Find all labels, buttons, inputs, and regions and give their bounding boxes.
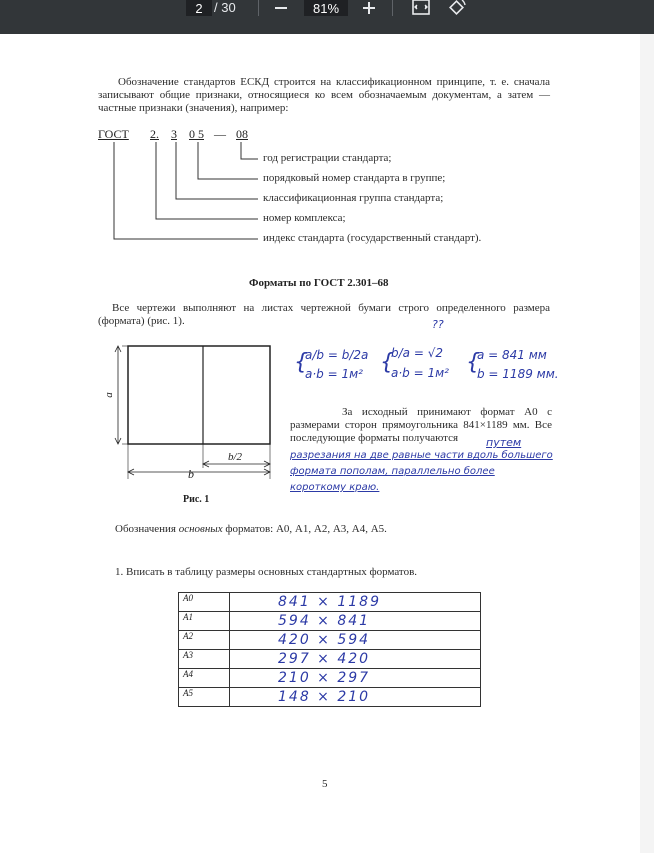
toolbar-divider: [258, 0, 259, 16]
code-number: 0 5: [189, 127, 204, 141]
hand-table-value: 297 × 420: [278, 651, 371, 667]
hand-fill-in: разрезания на две равные части вдоль большего: [290, 450, 553, 461]
basic-formats-word: основных: [178, 523, 223, 535]
format-figure: [100, 334, 300, 494]
table-row: [179, 650, 481, 669]
code-year: 08: [236, 127, 248, 141]
document-page: [0, 34, 654, 853]
hand-fill-in: формата пополам, параллельно более: [290, 466, 495, 477]
rotate-icon: [446, 0, 468, 19]
table-cell-size: [230, 650, 481, 669]
hand-equation: a·b = 1м²: [391, 366, 449, 380]
zoom-out-button[interactable]: [270, 0, 292, 19]
page-number: 5: [322, 778, 328, 790]
pdf-toolbar: [0, 0, 654, 34]
table-cell-format: А0: [179, 593, 230, 612]
hand-fill-in: короткому краю.: [290, 482, 380, 493]
table-row: [179, 612, 481, 631]
legend-item: год регистрации стандарта;: [263, 152, 392, 164]
hand-table-value: 594 × 841: [278, 613, 371, 629]
hand-table-value: 210 × 297: [278, 670, 371, 686]
hand-question-marks: ??: [432, 318, 444, 331]
hand-equation: a/b = b/2a: [305, 348, 369, 362]
table-cell-format: А1: [179, 612, 230, 631]
basic-formats-prefix: Обозначения: [115, 523, 176, 535]
table-cell-format: А3: [179, 650, 230, 669]
formats-table: [178, 592, 481, 707]
figure-label-b2: b/2: [228, 451, 243, 463]
table-cell-format: А2: [179, 631, 230, 650]
brace: {: [466, 350, 480, 375]
hand-table-value: 148 × 210: [278, 689, 371, 705]
rotate-button[interactable]: [446, 0, 468, 19]
table-cell-format: А4: [179, 669, 230, 688]
page-total: / 30: [214, 0, 236, 15]
task-text: 1. Вписать в таблицу размеры основных стандартных форматов.: [115, 566, 418, 578]
table-row: [179, 688, 481, 707]
legend-item: классификационная группа стандарта;: [263, 192, 444, 204]
table-cell-size: [230, 612, 481, 631]
fit-page-icon: [410, 0, 432, 19]
hand-equation: a = 841 мм: [477, 348, 547, 362]
code-group: 3: [171, 127, 177, 141]
section-intro: Все чертежи выполняют на листах чертежной бумаги строго определенного размера (формата) (рис. 1).: [98, 302, 550, 327]
basic-formats-line: [115, 523, 387, 536]
page-number-input[interactable]: [186, 0, 212, 16]
table-cell-size: [230, 688, 481, 707]
hand-equation: a·b = 1м²: [305, 367, 363, 381]
toolbar-divider: [392, 0, 393, 16]
table-row: [179, 593, 481, 612]
zoom-level-input[interactable]: [304, 0, 348, 16]
hand-fill-in: путем: [486, 436, 522, 449]
intro-paragraph: Обозначение стандартов ЕСКД строится на классификационном принципе, т. е. сначала записывают общие признаки, относящиеся ко всем обозначаемым документам, а затем — частные признаки (значения), например:: [98, 76, 550, 114]
hand-table-value: 420 × 594: [278, 632, 371, 648]
plus-icon: [358, 0, 380, 19]
code-complex: 2.: [150, 127, 159, 141]
code-dash: —: [214, 127, 226, 141]
table-cell-size: [230, 631, 481, 650]
table-cell-size: [230, 669, 481, 688]
section-title: Форматы по ГОСТ 2.301–68: [249, 277, 389, 289]
table-row: [179, 631, 481, 650]
fit-to-page-button[interactable]: [410, 0, 432, 19]
base-format-paragraph: За исходный принимают формат А0 с размерами сторон прямоугольника 841×1189 мм. Все последующие форматы получаются: [290, 406, 552, 444]
zoom-in-button[interactable]: [358, 0, 380, 19]
figure-label-b: b: [188, 467, 194, 481]
figure-caption: Рис. 1: [183, 494, 210, 505]
minus-icon: [270, 0, 292, 19]
table-row: [179, 669, 481, 688]
basic-formats-suffix: форматов: А0, А1, А2, А3, А4, А5.: [225, 523, 387, 535]
brace: {: [294, 350, 308, 375]
table-cell-format: А5: [179, 688, 230, 707]
brace: {: [380, 350, 394, 375]
legend-item: порядковый номер стандарта в группе;: [263, 172, 446, 184]
legend-item: номер комплекса;: [263, 212, 346, 224]
hand-equation: b = 1189 мм.: [477, 367, 559, 381]
code-gost: ГОСТ: [98, 127, 129, 141]
figure-label-a: a: [102, 392, 115, 398]
hand-table-value: 841 × 1189: [278, 594, 381, 610]
table-cell-size: [230, 593, 481, 612]
hand-equation: b/a = √2: [391, 346, 443, 360]
legend-item: индекс стандарта (государственный стандарт).: [263, 232, 482, 244]
